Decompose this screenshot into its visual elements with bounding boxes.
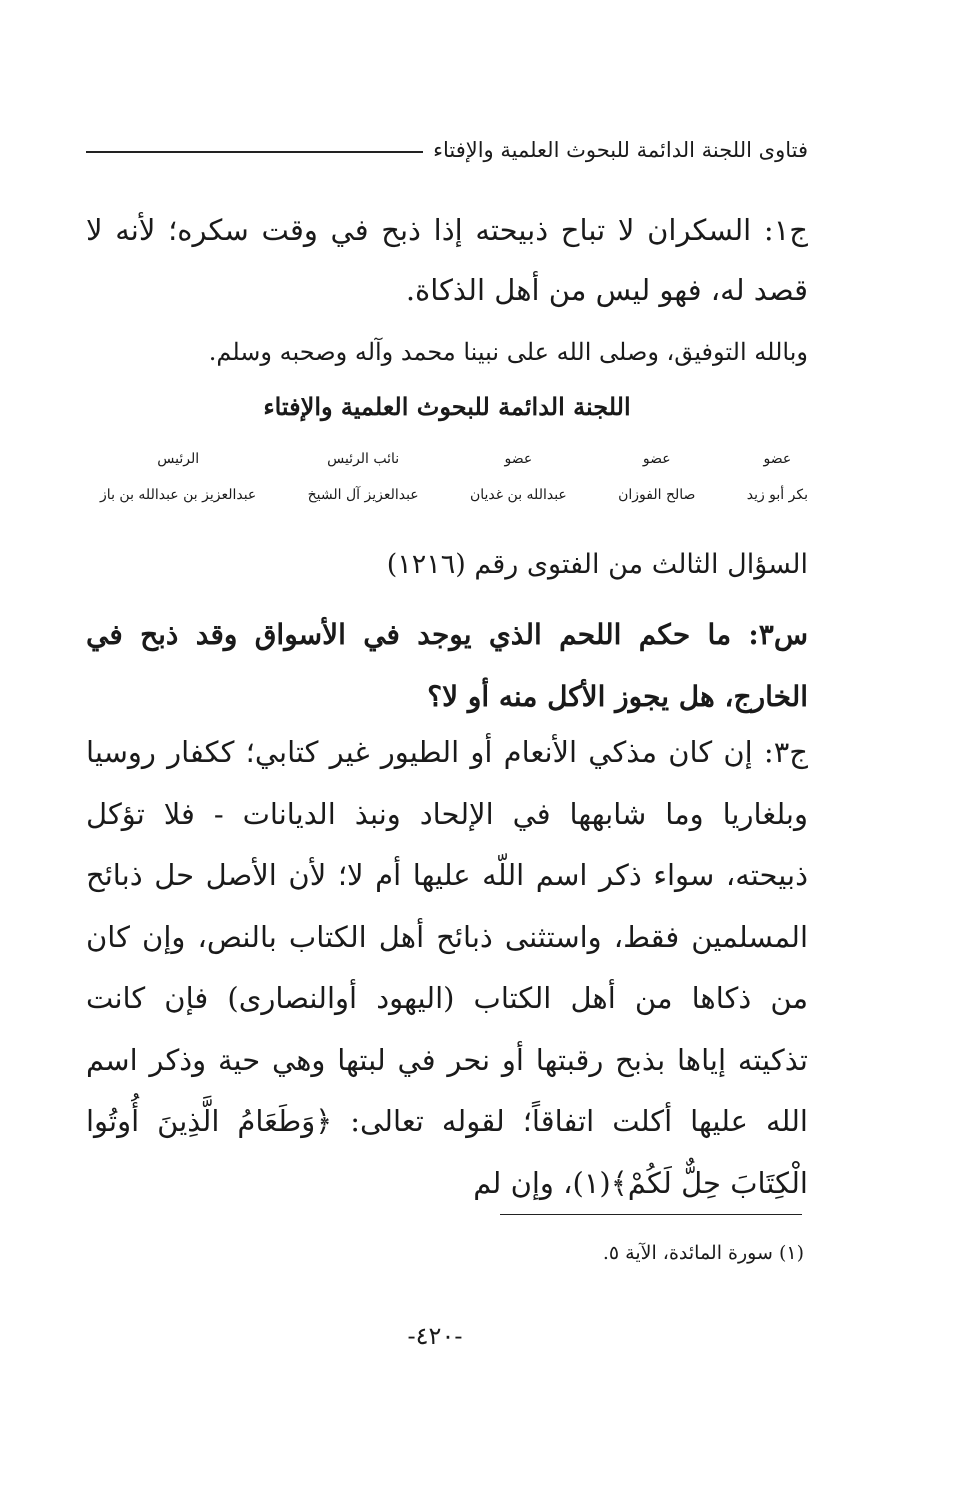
member-role: عضو: [642, 451, 671, 467]
running-header: [86, 138, 808, 162]
member-role: عضو: [763, 451, 792, 467]
header-rule: [86, 151, 423, 153]
footnote: (١) سورة المائدة، الآية ٥.: [602, 1242, 804, 1264]
member-name: عبدالعزيز بن عبدالله بن باز: [100, 487, 257, 503]
committee-member: [470, 448, 567, 506]
page-number: -٤٢٠-: [407, 1322, 463, 1350]
member-name: صالح الفوزان: [618, 487, 696, 503]
member-name: بكر أبو زيد: [746, 487, 808, 503]
answer-3: ج٣: إن كان مذكي الأنعام أو الطيور غير كتابي؛ ككفار روسيا وبلغاريا وما شابهها في الإلحاد ونبذ الديانات - فلا تؤكل ذبيحته، سواء ذكر اسم اللّه عليها أم لا؛ لأن الأصل حل ذبائح المسلمين فقط، واستثنى ذبائح أهل الكتاب بالنص، وإن كان من ذكاها من أهل الكتاب (اليهود أوالنصارى) فإن كانت تذكيته إياها بذبح رقبتها أو نحر في لبتها وهي حية وذكر اسم الله عليها أكلت اتفاقاً؛ لقوله تعالى: ﴿وَطَعَامُ الَّذِينَ أُوتُوا الْكِتَابَ حِلٌّ لَكُمْ﴾(١)، وإن لم: [86, 735, 808, 1200]
committee-member: [618, 448, 695, 506]
member-name: عبدالله بن غديان: [469, 487, 567, 503]
committee-title: اللجنة الدائمة للبحوث العلمية والإفتاء: [263, 392, 631, 421]
committee-member: [100, 448, 256, 506]
member-name: عبدالعزيز آل الشيخ: [307, 487, 419, 503]
running-title: فتاوى اللجنة الدائمة للبحوث العلمية والإفتاء: [433, 138, 808, 162]
fatwa-reference: السؤال الثالث من الفتوى رقم (١٢١٦): [386, 549, 808, 580]
question-3: س٣: ما حكم اللحم الذي يوجد في الأسواق وقد ذبح في الخارج، هل يجوز الأكل منه أو لا؟: [86, 618, 808, 713]
member-role: نائب الرئيس: [327, 451, 400, 467]
member-role: الرئيس: [157, 451, 200, 467]
closing-formula: وبالله التوفيق، وصلى الله على نبينا محمد وآله وصحبه وسلم.: [208, 338, 808, 366]
committee-member: [747, 448, 808, 506]
member-role: عضو: [504, 451, 533, 467]
committee-members: [100, 448, 808, 506]
footnote-rule: [500, 1214, 802, 1215]
answer-1: ج١: السكران لا تباح ذبيحته إذا ذبح في وقت سكره؛ لأنه لا قصد له، فهو ليس من أهل الذكاة.: [86, 213, 808, 307]
committee-member: [308, 448, 419, 506]
